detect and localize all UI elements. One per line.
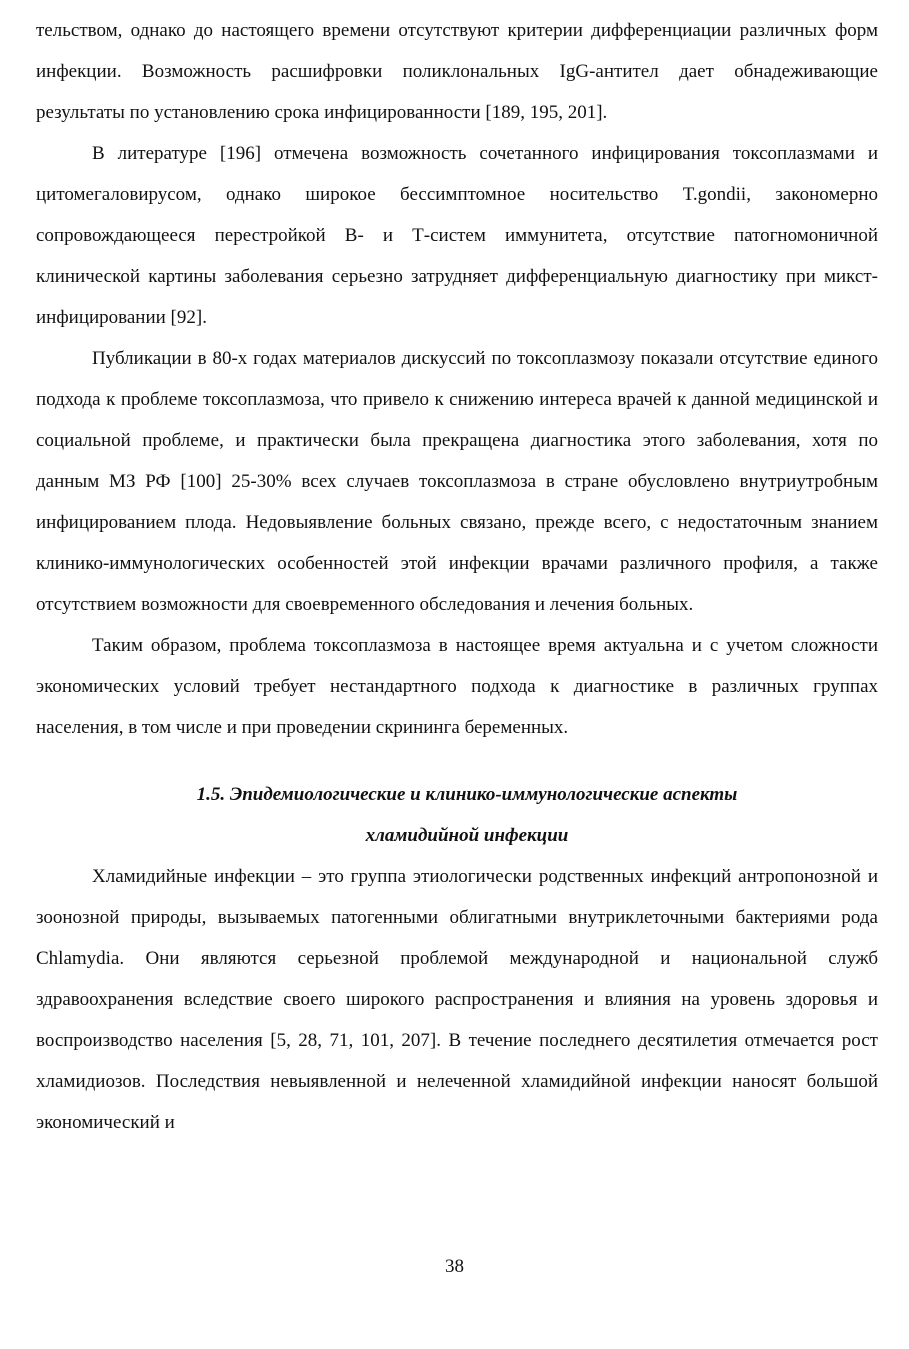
paragraph-conclusion: Таким образом, проблема токсоплазмоза в настоящее время актуальна и с учетом сложности экономических условий требует нестандартного подхода к диагностике в различных группах населения, в том числе и при проведении скрининга беременных. [36, 635, 878, 738]
section-heading [36, 774, 878, 856]
paragraph-publications: Публикации в 80-х годах материалов дискуссий по токсоплазмозу показали отсутствие единого подхода к проблеме токсоплазмоза, что привело к снижению интереса врачей к данной медицинской и социальной проблеме, и практически была прекращена диагностика этого заболевания, хотя по данным МЗ РФ [100] 25-30% всех случаев токсоплазмоза в стране обусловлено внутриутробным инфицированием плода. Недовыявление больных связано, прежде всего, с недостаточным знанием клинико-иммунологических особенностей этой инфекции врачами различного профиля, а также отсутствием возможности для своевременного обследования и лечения больных. [36, 348, 878, 615]
paragraph-chlamydia-intro: Хламидийные инфекции – это группа этиологически родственных инфекций антропонозной и зоонозной природы, вызываемых патогенными облигатными внутриклеточными бактериями рода Chlamydia. Они являются серьезной проблемой международной и национальной служб здравоохранения вследствие своего широкого распространения и влияния на уровень здоровья и воспроизводство населения [5, 28, 71, 101, 207]. В течение последнего десятилетия отмечается рост хламидиозов. Последствия невыявленной и нелеченной хламидийной инфекции наносят большой экономический и [36, 866, 878, 1133]
page-body [36, 10, 878, 1143]
section-heading-line-1: 1.5. Эпидемиологические и клинико-иммунологические аспекты [196, 784, 738, 805]
section-heading-line-2: хламидийной инфекции [365, 825, 569, 846]
page-number: 38 [445, 1256, 464, 1277]
paragraph-mixed-infection: В литературе [196] отмечена возможность сочетанного инфицирования токсоплазмами и цитомегаловирусом, однако широкое бессимптомное носительство T.gondii, закономерно сопровождающееся перестройкой В- и Т-систем иммунитета, отсутствие патогномоничной клинической картины заболевания серьезно затрудняет дифференциальную диагностику при микст-инфицировании [92]. [36, 143, 878, 328]
paragraph-continuation: тельством, однако до настоящего времени отсутствуют критерии дифференциации различных форм инфекции. Возможность расшифровки поликлональных IgG-антител дает обнадеживающие результаты по установлению срока инфицированности [189, 195, 201]. [36, 20, 878, 123]
